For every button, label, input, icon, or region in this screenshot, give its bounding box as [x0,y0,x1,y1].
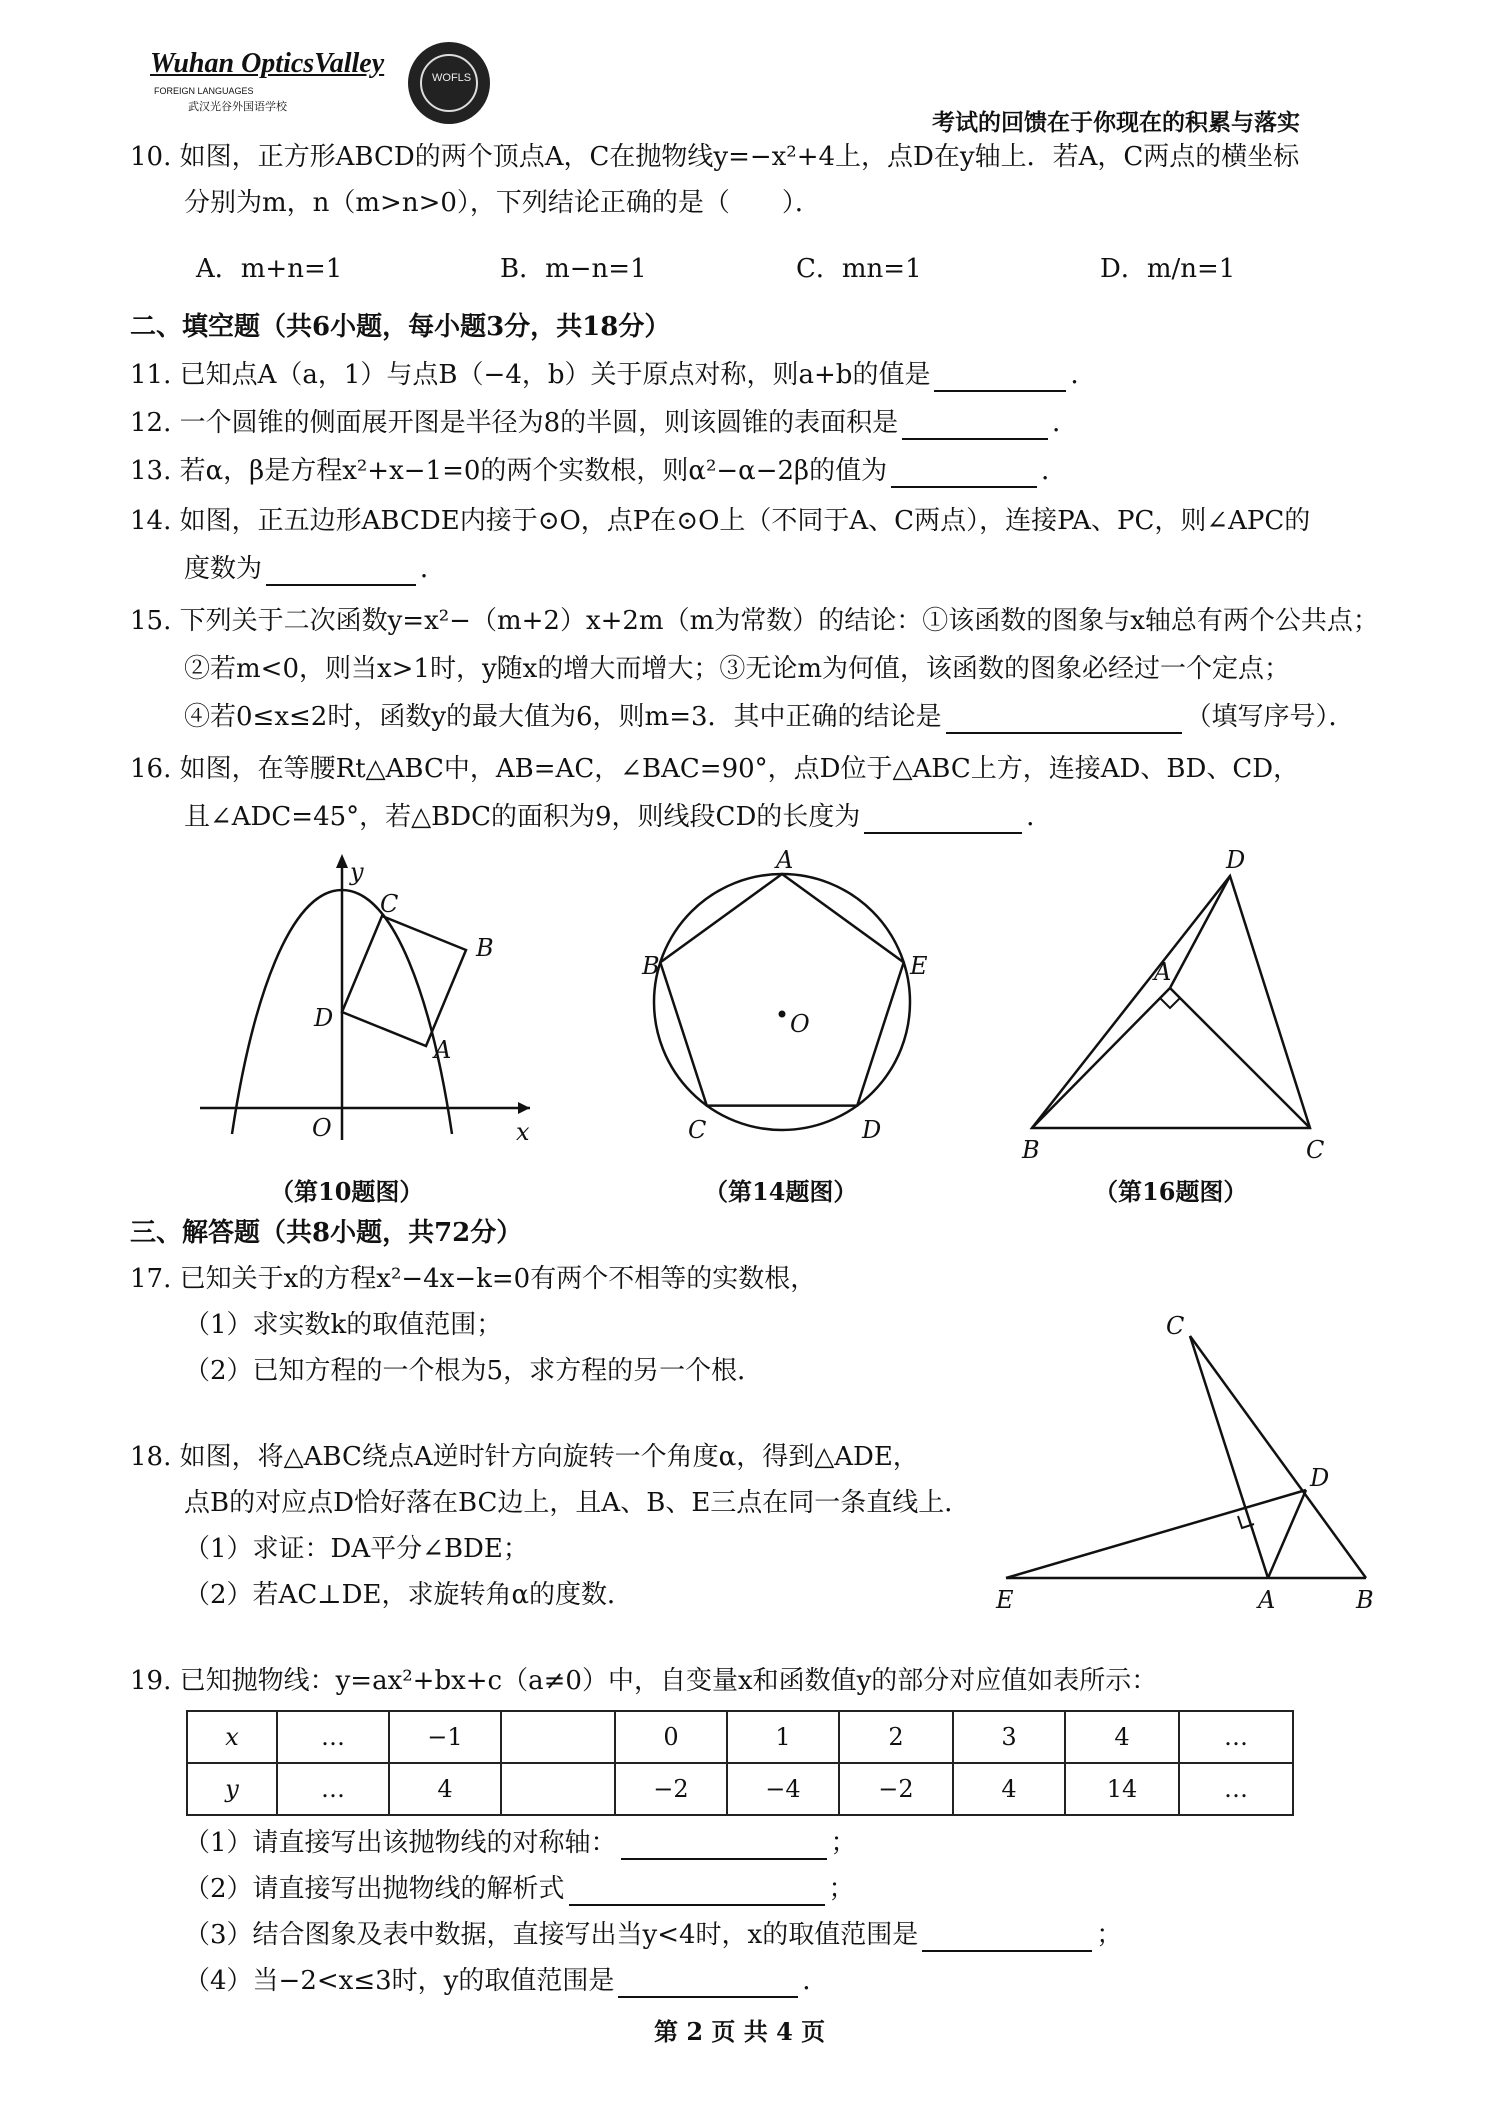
q18-part1: （1）求证：DA平分∠BDE； [184,1534,529,1564]
q19-part2: （2）请直接写出抛物线的解析式 [184,1874,565,1904]
q19-part3-blank[interactable] [922,1924,1092,1952]
label-c: C [1166,1312,1185,1340]
label-b: B [476,934,494,962]
q10-option-a: A．m+n=1 [196,254,343,284]
q16-answer-blank[interactable] [864,806,1022,834]
label-a: A [776,850,794,874]
logo-sub-left: FOREIGN LANGUAGES [154,86,254,96]
q10-option-c: C．mn=1 [796,254,922,284]
q13-answer-blank[interactable] [891,460,1037,488]
figure-q18 [990,1310,1390,1620]
table-cell: 4 [1065,1711,1179,1763]
square-abcd [342,916,466,1046]
label-y: y [350,858,364,886]
q17-stem: 17. 已知关于x的方程x²−4x−k=0有两个不相等的实数根， [130,1264,817,1294]
section-solve: 三、解答题（共8小题，共72分） [130,1218,523,1248]
q19-part4-blank[interactable] [618,1970,798,1998]
q17-part1: （1）求实数k的取值范围； [184,1310,503,1340]
label-c: C [380,890,399,918]
label-origin: O [312,1114,332,1142]
table-cell: 3 [953,1711,1065,1763]
y-axis-arrow-icon [336,854,348,868]
label-a: A [434,1036,452,1064]
segment-ab [1032,988,1170,1128]
figure-q14 [630,850,940,1150]
table-cell: −2 [839,1763,953,1815]
segment-ca [1190,1336,1268,1578]
label-b: B [1356,1586,1374,1614]
label-c: C [1306,1136,1325,1164]
segment-ad [1170,876,1230,988]
label-c: C [688,1116,707,1144]
table-cell: −4 [727,1763,839,1815]
q18-stem1: 18. 如图，将△ABC绕点A逆时针方向旋转一个角度α，得到△ADE， [130,1442,919,1472]
label-a: A [1258,1586,1276,1614]
logo-cn: 武汉光谷外国语学校 [188,100,287,113]
q19-part2-blank[interactable] [569,1878,825,1906]
x-axis-arrow-icon [518,1102,530,1114]
table-cell: 14 [1065,1763,1179,1815]
table-cell: y [187,1763,277,1815]
motto: 考试的回馈在于你现在的积累与落实 [932,109,1300,136]
q10-option-d: D．m/n=1 [1100,254,1236,284]
table-cell [501,1711,615,1763]
table-cell: x [187,1711,277,1763]
table-cell: … [1179,1711,1293,1763]
table-cell: 1 [727,1711,839,1763]
caption-fig16: （第16题图） [1094,1177,1248,1206]
circle-o [654,874,910,1130]
q18-stem2: 点B的对应点D恰好落在BC边上，且A、B、E三点在同一条直线上． [184,1488,971,1518]
label-o: O [790,1010,810,1038]
label-d: D [1310,1464,1330,1492]
q15-line3-tail: （填写序号）． [1185,702,1355,732]
table-cell: 0 [615,1711,727,1763]
q10-line1: 10. 如图，正方形ABCD的两个顶点A，C在抛物线y=−x²+4上，点D在y轴上．若A，C两点的横坐标 [130,142,1300,172]
q15-answer-blank[interactable] [946,706,1182,734]
table-cell: … [1179,1763,1293,1815]
q13-text: 13. 若α，β是方程x²+x−1=0的两个实数根，则α²−α−2β的值为 [130,456,888,486]
triangle-bcd [1032,876,1310,1128]
pentagon-abcde [660,874,903,1106]
label-e: E [996,1586,1014,1614]
segment-ed [1006,1490,1306,1578]
label-d: D [314,1004,334,1032]
q12-answer-blank[interactable] [902,412,1048,440]
caption-fig10: （第10题图） [270,1177,424,1206]
q19-part2-row: （2）请直接写出抛物线的解析式 ； [184,1874,855,1904]
right-angle-mark [1160,998,1180,1008]
q16-row2: 且∠ADC=45°，若△BDC的面积为9，则线段CD的长度为 ． [184,802,1053,832]
label-b: B [642,952,660,980]
label-x: x [516,1118,530,1146]
q19-stem: 19. 已知抛物线：y=ax²+bx+c（a≠0）中，自变量x和函数值y的部分对应值如表所示： [130,1666,1158,1696]
q15-row3 [184,700,1355,734]
q10-line2: 分别为m，n（m>n>0），下列结论正确的是（ ）． [184,188,821,218]
q19-part4-row: （4）当−2<x≤3时，y的取值范围是 ． [184,1966,829,1996]
label-d: D [1226,846,1246,874]
label-b: B [1022,1136,1040,1164]
q11-text: 11. 已知点A（a，1）与点B（−4，b）关于原点对称，则a+b的值是 [130,360,931,390]
logo-wordmark: Wuhan OpticsValley [150,48,385,79]
table-cell: −1 [389,1711,501,1763]
q19-value-table [186,1710,1294,1816]
q18-part2: （2）若AC⊥DE，求旋转角α的度数． [184,1580,634,1610]
school-seal [408,42,490,124]
figure-q16 [1010,840,1350,1170]
seal-text: WOFLS [432,72,472,84]
q19-part1: （1）请直接写出该抛物线的对称轴： [184,1828,617,1858]
q13-row: 13. 若α，β是方程x²+x−1=0的两个实数根，则α²−α−2β的值为 ． [130,456,1068,486]
q12-row: 12. 一个圆锥的侧面展开图是半径为8的半圆，则该圆锥的表面积是 ． [130,408,1079,438]
q19-part3-row: （3）结合图象及表中数据，直接写出当y<4时，x的取值范围是 ； [184,1920,1123,1950]
page-footer: 第 2 页 共 4 页 [654,2017,826,2046]
figure-q10 [190,850,550,1160]
q15-line2: ②若m<0，则当x>1时，y随x的增大而增大；③无论m为何值，该函数的图象必经过一个定点； [184,654,1290,684]
q17-part2: （2）已知方程的一个根为5，求方程的另一个根． [184,1356,764,1386]
table-cell: … [277,1711,389,1763]
q19-part1-row: （1）请直接写出该抛物线的对称轴： ； [184,1828,857,1858]
table-cell: … [277,1763,389,1815]
q15-line1: 15. 下列关于二次函数y=x²−（m+2）x+2m（m为常数）的结论：①该函数的图象与x轴总有两个公共点； [130,606,1379,636]
q19-part3: （3）结合图象及表中数据，直接写出当y<4时，x的取值范围是 [184,1920,919,1950]
label-a: A [1154,958,1172,986]
caption-fig14: （第14题图） [704,1177,858,1206]
q16-line2: 且∠ADC=45°，若△BDC的面积为9，则线段CD的长度为 [184,802,861,832]
q11-row: 11. 已知点A（a，1）与点B（−4，b）关于原点对称，则a+b的值是 ． [130,360,1097,390]
q16-line1: 16. 如图，在等腰Rt△ABC中，AB=AC，∠BAC=90°，点D位于△ABC上方，连接AD、BD、CD， [130,754,1300,784]
segment-ad [1268,1490,1306,1578]
table-cell: −2 [615,1763,727,1815]
table-cell [501,1763,615,1815]
q11-answer-blank[interactable] [934,364,1066,392]
table-cell: 4 [953,1763,1065,1815]
q14-answer-blank[interactable] [266,558,416,586]
q10-option-b: B．m−n=1 [500,254,647,284]
label-d: D [862,1116,882,1144]
q19-part4: （4）当−2<x≤3时，y的取值范围是 [184,1966,615,1996]
q19-part1-blank[interactable] [621,1832,827,1860]
segment-cb [1190,1336,1366,1578]
q14-line1: 14. 如图，正五边形ABCDE内接于⊙O，点P在⊙O上（不同于A、C两点），连接PA、PC，则∠APC的 [130,506,1311,536]
section-fill-in: 二、填空题（共6小题，每小题3分，共18分） [130,312,671,342]
label-e: E [910,952,928,980]
table-cell: 2 [839,1711,953,1763]
q14-row2: 度数为 ． [184,554,447,584]
table-row-x [187,1711,1293,1763]
table-row-y [187,1763,1293,1815]
q12-text: 12. 一个圆锥的侧面展开图是半径为8的半圆，则该圆锥的表面积是 [130,408,899,438]
center-dot [779,1011,786,1018]
q15-line3: ④若0≤x≤2时，函数y的最大值为6，则m=3．其中正确的结论是 [184,702,942,732]
q14-line2: 度数为 [184,554,263,584]
table-cell: 4 [389,1763,501,1815]
